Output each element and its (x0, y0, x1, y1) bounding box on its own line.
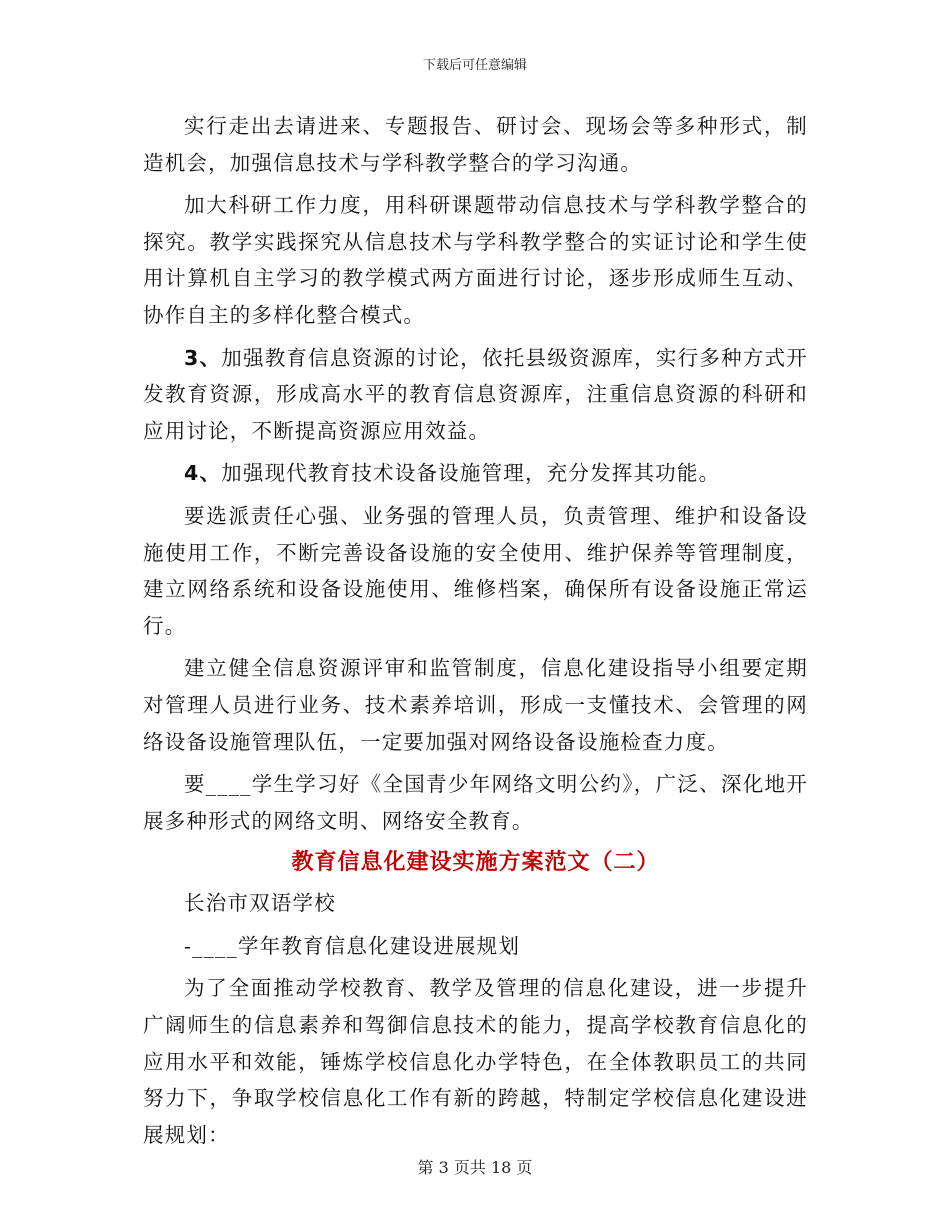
paragraph-1: 实行走出去请进来、专题报告、研讨会、现场会等多种形式，制造机会，加强信息技术与学科教学整合的学习沟通。 (143, 114, 808, 175)
paragraph-3 (143, 340, 808, 450)
paragraph-3-text: 加强教育信息资源的讨论，依托县级资源库，实行多种方式开发教育资源，形成高水平的教育信息资源库，注重信息资源的科研和应用讨论，不断提高资源应用效益。 (143, 345, 808, 443)
paragraph-6: 建立健全信息资源评审和监管制度，信息化建设指导小组要定期对管理人员进行业务、技术素养培训，形成一支懂技术、会管理的网络设备设施管理队伍，一定要加强对网络设备设施检查力度。 (143, 656, 808, 754)
item-number-3: 3、 (184, 345, 222, 370)
plan-subtitle: -____学年教育信息化建设进展规划 (184, 933, 521, 958)
paragraph-5: 要选派责任心强、业务强的管理人员，负责管理、维护和设备设施使用工作，不断完善设备设施的安全使用、维护保养等管理制度，建立网络系统和设备设施使用、维修档案，确保所有设备设施正常运行。 (143, 503, 808, 638)
page-header: 下载后可任意编辑 (422, 58, 527, 73)
paragraph-4 (143, 455, 808, 492)
document-body (143, 108, 808, 1159)
paragraph-4-text: 加强现代教育技术设备设施管理，充分发挥其功能。 (221, 461, 721, 486)
item-number-4: 4、 (184, 461, 222, 486)
school-name: 长治市双语学校 (184, 891, 336, 916)
page-footer: 第 3 页共 18 页 (417, 1158, 533, 1177)
section-title: 教育信息化建设实施方案范文（二） (291, 850, 660, 876)
paragraph-2: 加大科研工作力度，用科研课题带动信息技术与学科教学整合的探究。教学实践探究从信息技术与学科教学整合的实证讨论和学生使用计算机自主学习的教学模式两方面进行讨论，逐步形成师生互动、协作自主的多样化整合模式。 (143, 193, 808, 327)
plan-intro-paragraph: 为了全面推动学校教育、教学及管理的信息化建设，进一步提升广阔师生的信息素养和驾御信息技术的能力，提高学校教育信息化的应用水平和效能，锤炼学校信息化办学特色，在全体教职员工的共同努力下，争取学校信息化工作有新的跨越，特制定学校信息化建设进展规划： (143, 976, 808, 1147)
paragraph-7: 要____学生学习好《全国青少年网络文明公约》，广泛、深化地开展多种形式的网络文明、网络安全教育。 (143, 772, 808, 833)
